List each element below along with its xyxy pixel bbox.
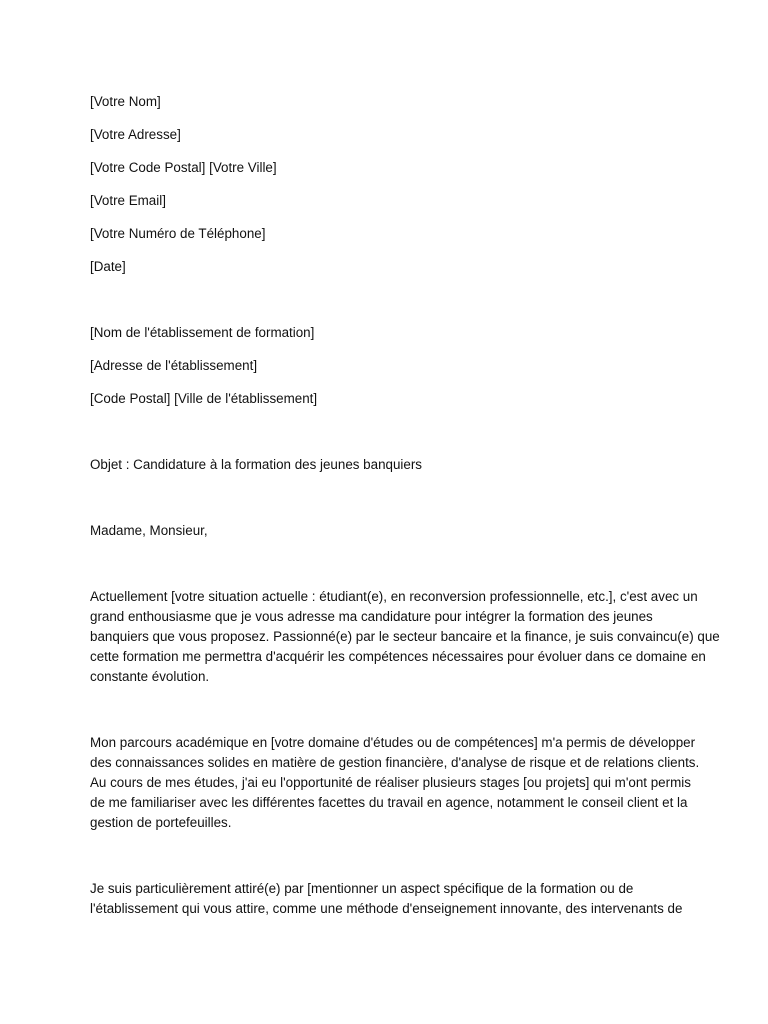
paragraph-line: banquiers que vous proposez. Passionné(e) par le secteur bancaire et la finance, je suis convaincu(e) que (90, 629, 720, 644)
sender-name: [Votre Nom] (90, 94, 161, 109)
recipient-block (90, 323, 680, 409)
paragraph-line: des connaissances solides en matière de gestion financière, d'analyse de risque et de relations clients. (90, 755, 700, 770)
letter-salutation: Madame, Monsieur, (90, 523, 208, 538)
paragraph-line: grand enthousiasme que je vous adresse ma candidature pour intégrer la formation des jeunes (90, 609, 653, 624)
sender-email: [Votre Email] (90, 193, 166, 208)
paragraph-line: Je suis particulièrement attiré(e) par [mentionner un aspect spécifique de la formation ou de (90, 881, 634, 896)
paragraph-line: l'établissement qui vous attire, comme une méthode d'enseignement innovante, des intervenants de (90, 901, 683, 916)
sender-phone: [Votre Numéro de Téléphone] (90, 226, 266, 241)
sender-block (90, 92, 680, 277)
letter-subject: Objet : Candidature à la formation des jeunes banquiers (90, 457, 422, 472)
paragraph-line: cette formation me permettra d'acquérir les compétences nécessaires pour évoluer dans ce domaine en (90, 649, 706, 664)
paragraph-2 (90, 733, 700, 833)
letter-body (90, 92, 720, 919)
paragraph-line: Mon parcours académique en [votre domaine d'études ou de compétences] m'a permis de développer (90, 735, 696, 750)
paragraph-line: de me familiariser avec les différentes facettes du travail en agence, notamment le conseil client et la (90, 795, 688, 810)
sender-postal-city: [Votre Code Postal] [Votre Ville] (90, 160, 277, 175)
recipient-name: [Nom de l'établissement de formation] (90, 325, 315, 340)
letter-date: [Date] (90, 259, 126, 274)
paragraph-1 (90, 587, 720, 687)
paragraph-3 (90, 879, 683, 919)
sender-address: [Votre Adresse] (90, 127, 181, 142)
paragraph-line: Actuellement [votre situation actuelle : étudiant(e), en reconversion professionnelle, etc.], c'est avec un (90, 589, 698, 604)
paragraph-line: Au cours de mes études, j'ai eu l'opportunité de réaliser plusieurs stages [ou projets] qui m'ont permis (90, 775, 691, 790)
paragraph-line: gestion de portefeuilles. (90, 815, 232, 830)
paragraph-line: constante évolution. (90, 669, 210, 684)
recipient-address: [Adresse de l'établissement] (90, 358, 258, 373)
recipient-postal-city: [Code Postal] [Ville de l'établissement] (90, 391, 318, 406)
